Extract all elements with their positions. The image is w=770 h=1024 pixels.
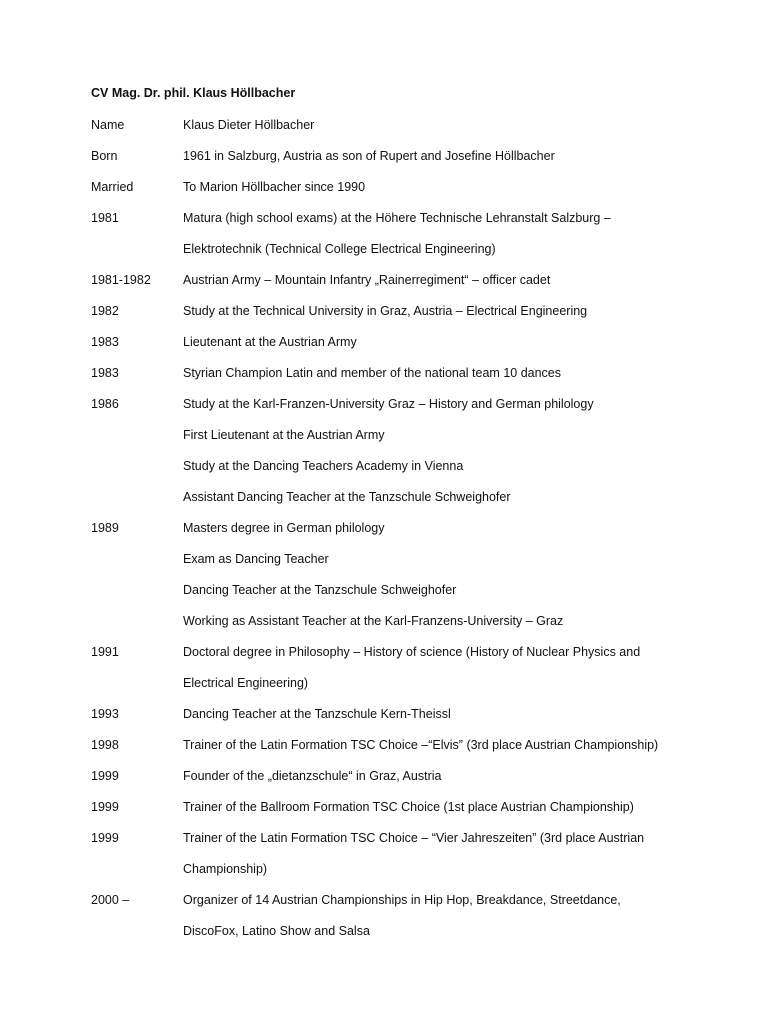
cv-row-text: 1961 in Salzburg, Austria as son of Rupert and Josefine Höllbacher	[183, 149, 555, 163]
cv-row-text: Trainer of the Latin Formation TSC Choice – “Vier Jahreszeiten” (3rd place Austrian	[183, 831, 645, 845]
cv-row	[91, 458, 711, 489]
cv-row-text: Austrian Army – Mountain Infantry „Rainerregiment“ – officer cadet	[183, 273, 551, 287]
cv-row	[91, 520, 711, 551]
cv-row-text: Doctoral degree in Philosophy – History of science (History of Nuclear Physics and	[183, 645, 641, 659]
cv-row	[91, 117, 711, 148]
cv-row	[91, 427, 711, 458]
cv-row	[91, 241, 711, 272]
cv-row-label: 1982	[91, 304, 119, 318]
cv-row-text: Elektrotechnik (Technical College Electrical Engineering)	[183, 242, 496, 256]
cv-row	[91, 768, 711, 799]
cv-row-text: DiscoFox, Latino Show and Salsa	[183, 924, 370, 938]
cv-row	[91, 582, 711, 613]
cv-row-text: To Marion Höllbacher since 1990	[183, 180, 366, 194]
cv-row-text: Assistant Dancing Teacher at the Tanzschule Schweighofer	[183, 490, 511, 504]
cv-row-label: 1991	[91, 645, 119, 659]
cv-row	[91, 272, 711, 303]
cv-row-text: Organizer of 14 Austrian Championships in Hip Hop, Breakdance, Streetdance,	[183, 893, 621, 907]
cv-entries	[91, 117, 711, 954]
cv-row-text: First Lieutenant at the Austrian Army	[183, 428, 385, 442]
cv-row	[91, 861, 711, 892]
cv-row-label: 1986	[91, 397, 119, 411]
cv-row	[91, 210, 711, 241]
cv-row	[91, 334, 711, 365]
cv-row	[91, 613, 711, 644]
cv-row-text: Study at the Technical University in Graz, Austria – Electrical Engineering	[183, 304, 588, 318]
cv-row	[91, 706, 711, 737]
cv-row-label: 1983	[91, 335, 119, 349]
cv-row	[91, 644, 711, 675]
cv-row-label: 1981-1982	[91, 273, 151, 287]
cv-row-text: Trainer of the Latin Formation TSC Choice –“Elvis” (3rd place Austrian Championship)	[183, 738, 659, 752]
cv-row	[91, 737, 711, 768]
cv-row	[91, 923, 711, 954]
cv-row-label: 1989	[91, 521, 119, 535]
cv-row	[91, 675, 711, 706]
document-title: CV Mag. Dr. phil. Klaus Höllbacher	[91, 86, 296, 100]
cv-row-text: Electrical Engineering)	[183, 676, 309, 690]
cv-row-label: 1993	[91, 707, 119, 721]
cv-row-text: Masters degree in German philology	[183, 521, 385, 535]
cv-row-text: Working as Assistant Teacher at the Karl-Franzens-University – Graz	[183, 614, 564, 628]
cv-row	[91, 489, 711, 520]
cv-row-text: Exam as Dancing Teacher	[183, 552, 329, 566]
cv-row	[91, 799, 711, 830]
cv-row-text: Study at the Dancing Teachers Academy in Vienna	[183, 459, 464, 473]
cv-row	[91, 179, 711, 210]
cv-row-text: Styrian Champion Latin and member of the national team 10 dances	[183, 366, 562, 380]
cv-row	[91, 148, 711, 179]
cv-row-label: Born	[91, 149, 118, 163]
cv-row-text: Trainer of the Ballroom Formation TSC Choice (1st place Austrian Championship)	[183, 800, 634, 814]
cv-row	[91, 830, 711, 861]
cv-row-label: 1999	[91, 800, 119, 814]
cv-row-label: 2000 –	[91, 893, 130, 907]
cv-row-label: Married	[91, 180, 134, 194]
cv-row-label: 1981	[91, 211, 119, 225]
cv-row-label: Name	[91, 118, 125, 132]
cv-row-text: Klaus Dieter Höllbacher	[183, 118, 315, 132]
cv-row	[91, 396, 711, 427]
cv-row	[91, 303, 711, 334]
cv-row-label: 1999	[91, 831, 119, 845]
cv-row-text: Matura (high school exams) at the Höhere Technische Lehranstalt Salzburg –	[183, 211, 611, 225]
cv-row	[91, 892, 711, 923]
cv-row-text: Founder of the „dietanzschule“ in Graz, Austria	[183, 769, 442, 783]
cv-row-label: 1998	[91, 738, 119, 752]
cv-row-text: Dancing Teacher at the Tanzschule Kern-Theissl	[183, 707, 451, 721]
cv-row-text: Lieutenant at the Austrian Army	[183, 335, 357, 349]
cv-row	[91, 551, 711, 582]
cv-row-label: 1999	[91, 769, 119, 783]
cv-row-text: Study at the Karl-Franzen-University Graz – History and German philology	[183, 397, 594, 411]
cv-row-text: Championship)	[183, 862, 268, 876]
cv-row-text: Dancing Teacher at the Tanzschule Schweighofer	[183, 583, 457, 597]
cv-row-label: 1983	[91, 366, 119, 380]
cv-row	[91, 365, 711, 396]
